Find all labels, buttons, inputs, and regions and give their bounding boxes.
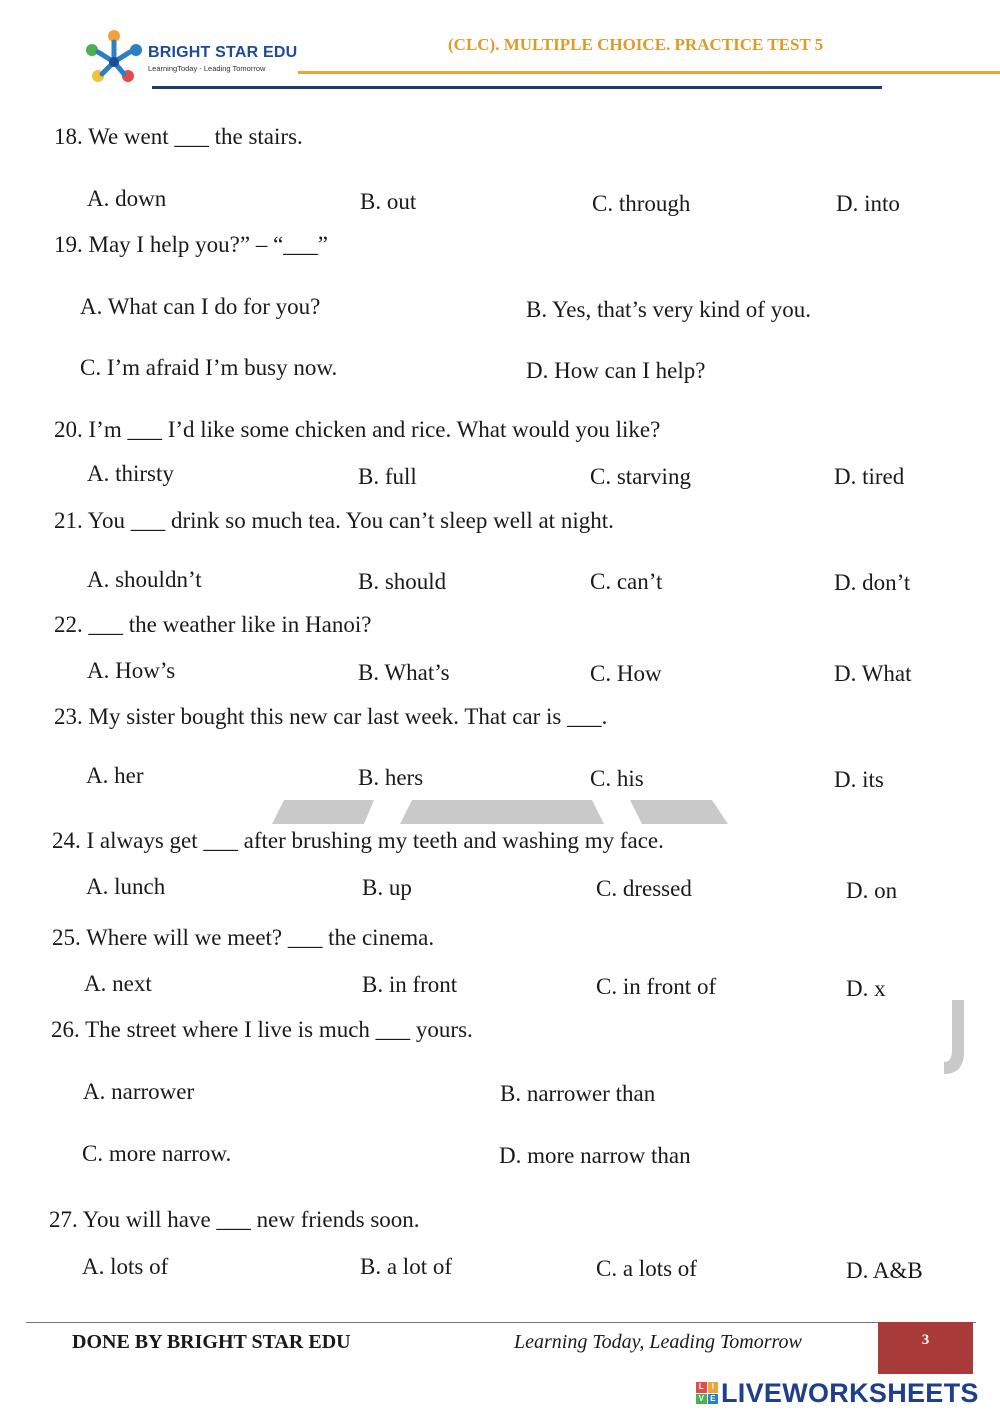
page-number-label: 3 [921,1332,930,1348]
option-26-d[interactable]: D. more narrow than [499,1143,691,1168]
header-rule-navy [152,86,882,89]
option-26-c[interactable]: C. more narrow. [82,1141,232,1166]
brand-tagline: LearningToday - Leading Tomorrow [148,64,266,73]
option-24-d[interactable]: D. on [846,878,898,903]
option-23-d[interactable]: D. its [834,767,884,792]
footer-credit: DONE BY BRIGHT STAR EDU [72,1331,351,1353]
question-18: 18. We went ___ the stairs. [54,124,303,149]
option-25-b[interactable]: B. in front [362,972,458,997]
option-21-d[interactable]: D. don’t [834,570,911,595]
question-23: 23. My sister bought this new car last week. That car is ___. [54,704,608,729]
option-23-a[interactable]: A. her [86,763,144,788]
option-27-d[interactable]: D. A&B [846,1258,923,1283]
option-24-c[interactable]: C. dressed [596,876,692,901]
option-26-b[interactable]: B. narrower than [500,1081,656,1106]
option-18-c[interactable]: C. through [592,191,691,216]
question-20: 20. I’m ___ I’d like some chicken and rice. What would you like? [54,417,661,442]
option-19-d[interactable]: D. How can I help? [526,358,706,383]
option-20-a[interactable]: A. thirsty [87,461,174,486]
option-25-a[interactable]: A. next [84,971,152,996]
watermark-stripes-icon [272,800,732,824]
option-27-c[interactable]: C. a lots of [596,1256,697,1281]
star-logo-icon [84,28,144,88]
question-27: 27. You will have ___ new friends soon. [49,1207,420,1232]
option-26-a[interactable]: A. narrower [83,1079,195,1104]
option-18-d[interactable]: D. into [836,191,900,216]
option-18-a[interactable]: A. down [87,186,167,211]
question-24: 24. I always get ___ after brushing my teeth and washing my face. [52,828,664,853]
brand-name: BRIGHT STAR EDU [148,44,298,61]
option-24-a[interactable]: A. lunch [86,874,166,899]
question-26: 26. The street where I live is much ___ yours. [51,1017,473,1042]
option-21-c[interactable]: C. can’t [590,569,663,594]
option-19-c[interactable]: C. I’m afraid I’m busy now. [80,355,338,380]
page-number [878,1322,973,1374]
question-19: 19. May I help you?” – “___” [54,232,329,257]
question-22: 22. ___ the weather like in Hanoi? [54,612,372,637]
option-23-b[interactable]: B. hers [358,765,424,790]
option-23-c[interactable]: C. his [590,766,644,791]
question-25: 25. Where will we meet? ___ the cinema. [52,925,435,950]
option-25-c[interactable]: C. in front of [596,974,717,999]
option-20-d[interactable]: D. tired [834,464,905,489]
option-19-a[interactable]: A. What can I do for you? [80,294,321,319]
option-20-b[interactable]: B. full [358,464,417,489]
option-21-a[interactable]: A. shouldn’t [87,567,202,592]
option-24-b[interactable]: B. up [362,875,412,900]
page-title: (CLC). MULTIPLE CHOICE. PRACTICE TEST 5 [448,35,824,54]
option-19-b[interactable]: B. Yes, that’s very kind of you. [526,297,811,322]
brand-logo [84,28,314,88]
liveworksheets-watermark [696,1378,979,1408]
question-21: 21. You ___ drink so much tea. You can’t sleep well at night. [54,508,614,533]
watermark-bracket-icon [944,1000,966,1076]
footer-slogan: Learning Today, Leading Tomorrow [514,1331,802,1353]
footer-rule [26,1322,976,1323]
header-rule-orange [298,71,1000,74]
option-20-c[interactable]: C. starving [590,464,691,489]
option-25-d[interactable]: D. x [846,976,886,1001]
option-22-b[interactable]: B. What’s [358,660,450,685]
liveworksheets-logo-icon: L I V E [696,1382,718,1404]
option-22-a[interactable]: A. How’s [87,658,176,683]
option-27-b[interactable]: B. a lot of [360,1254,452,1279]
option-27-a[interactable]: A. lots of [82,1254,169,1279]
liveworksheets-brand: LIVEWORKSHEETS [721,1377,979,1408]
option-22-d[interactable]: D. What [834,661,912,686]
option-18-b[interactable]: B. out [360,189,417,214]
option-22-c[interactable]: C. How [590,661,662,686]
option-21-b[interactable]: B. should [358,569,447,594]
